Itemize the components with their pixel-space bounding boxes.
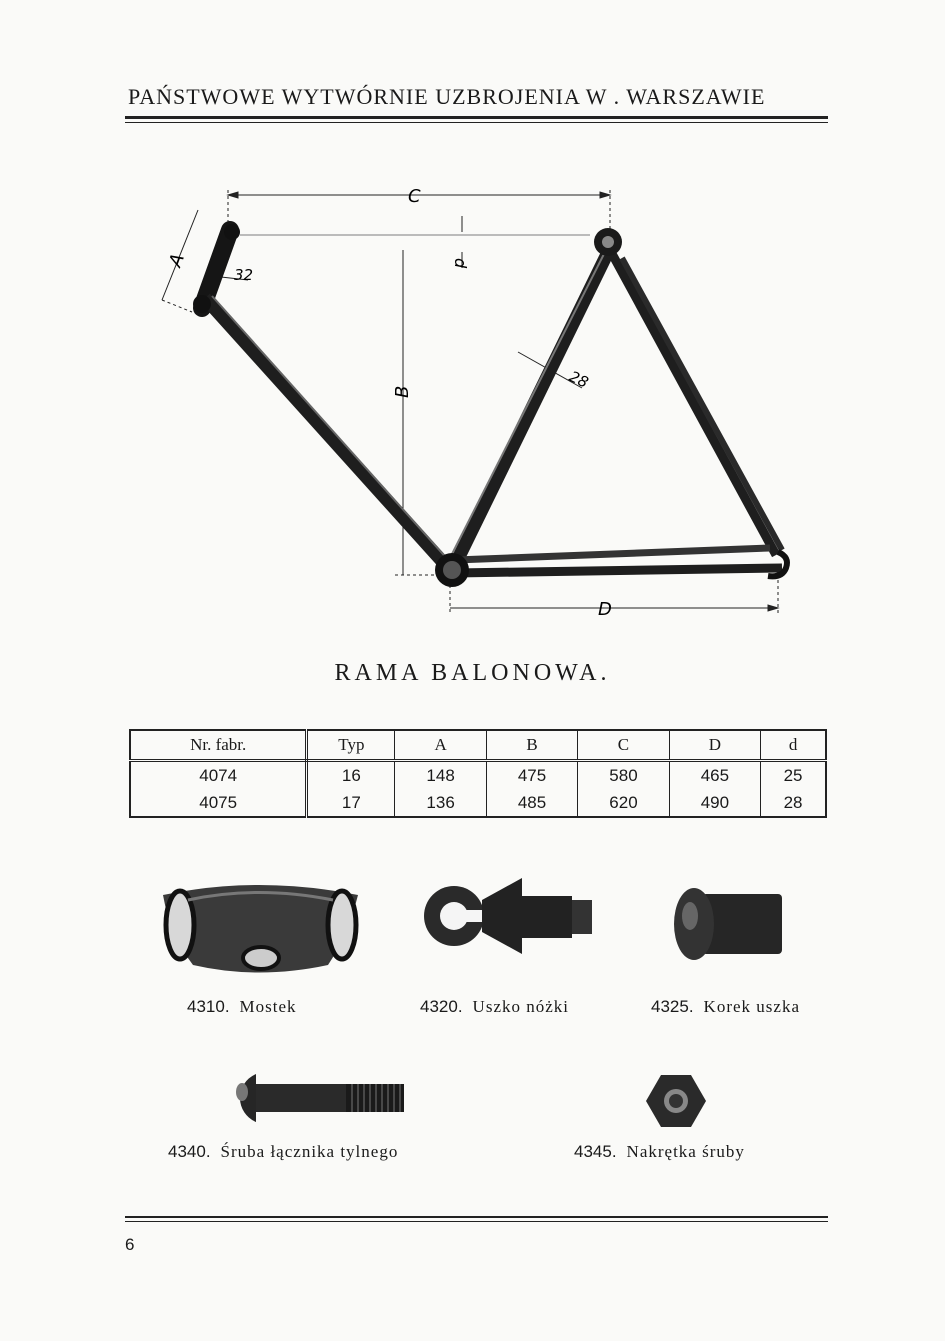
- table-cell: 28: [761, 789, 826, 817]
- table-cell: 4075: [130, 789, 307, 817]
- figure-caption: RAMA BALONOWA.: [334, 660, 611, 686]
- footer-rule: [125, 1216, 828, 1218]
- dimension-d: [450, 580, 778, 615]
- table-cell: 16: [307, 761, 395, 790]
- page-number: 6: [125, 1235, 135, 1254]
- mostek-image: [158, 880, 363, 980]
- part-label-4310: 4310. Mostek: [187, 997, 297, 1016]
- part-label-4340: 4340. Śruba łącznika tylnego: [168, 1142, 399, 1161]
- table-cell: 620: [578, 789, 669, 817]
- table-cell: 485: [486, 789, 577, 817]
- table-cell: 465: [669, 761, 760, 790]
- header-cell: d: [761, 730, 826, 761]
- label-c: C: [408, 186, 421, 207]
- table-cell: 490: [669, 789, 760, 817]
- header-rule-thin: [125, 122, 828, 123]
- label-d: d: [451, 258, 470, 269]
- part-label-4325: 4325. Korek uszka: [651, 997, 800, 1016]
- table-cell: 25: [761, 761, 826, 790]
- table-cell: 475: [486, 761, 577, 790]
- header-cell: D: [669, 730, 760, 761]
- label-b: B: [392, 385, 413, 398]
- table-cell: 17: [307, 789, 395, 817]
- label-dia-28: 28: [566, 367, 592, 392]
- nakretka-image: [645, 1073, 707, 1129]
- header-rule: [125, 116, 828, 119]
- table-cell: 148: [395, 761, 486, 790]
- table-cell: 580: [578, 761, 669, 790]
- table-row: [130, 789, 826, 817]
- label-a: A: [164, 250, 189, 270]
- table-cell: 4074: [130, 761, 307, 790]
- part-label-4320: 4320. Uszko nóżki: [420, 997, 570, 1016]
- header-cell: Typ: [307, 730, 395, 761]
- label-d-dim: D: [598, 599, 612, 620]
- header-cell: C: [578, 730, 669, 761]
- table-header-row: [130, 730, 826, 761]
- table-cell: 136: [395, 789, 486, 817]
- frame-diagram: [150, 180, 810, 630]
- table-row: [130, 761, 826, 790]
- part-label-4345: 4345. Nakrętka śruby: [574, 1142, 745, 1161]
- footer-rule-thin: [125, 1221, 828, 1222]
- sruba-image: [228, 1070, 406, 1126]
- spec-table: [129, 729, 827, 818]
- uszko-image: [422, 878, 594, 954]
- header-cell: A: [395, 730, 486, 761]
- label-dia-32: 32: [234, 266, 254, 284]
- korek-image: [672, 886, 784, 962]
- page-header: PAŃSTWOWE WYTWÓRNIE UZBROJENIA W . WARSZAWIE: [128, 84, 766, 109]
- header-cell: Nr. fabr.: [130, 730, 307, 761]
- header-cell: B: [486, 730, 577, 761]
